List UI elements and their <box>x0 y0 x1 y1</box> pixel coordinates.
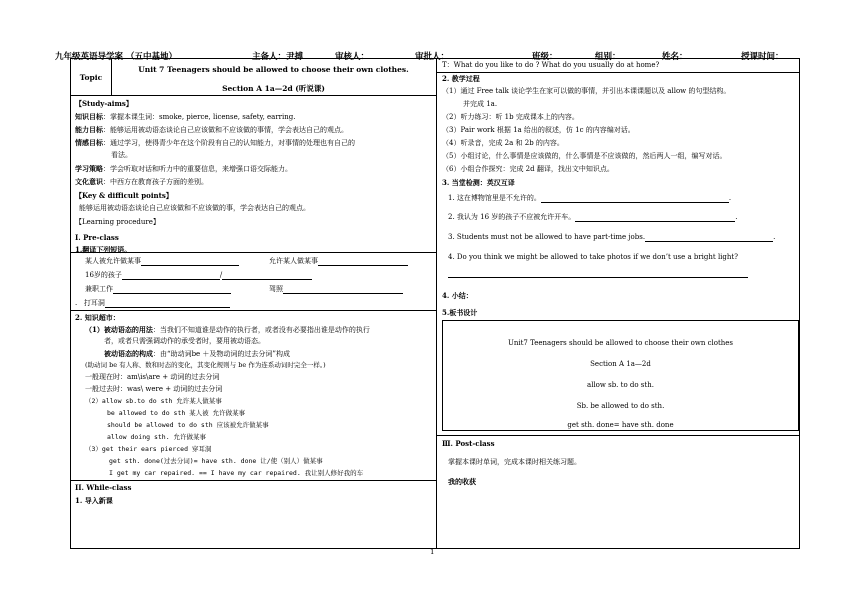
divider <box>437 72 799 73</box>
phrase-row-1: 某人被允许做某事 <box>85 257 239 266</box>
passive-form: 被动语态的构成：由“助动词be ＋及物动词的过去分词”构成 <box>104 349 291 358</box>
phrase-row-3b: 驾照 <box>269 285 403 294</box>
passive-usage-cont: 者，或者只需强调动作的承受者时，要用被动语态。 <box>104 337 265 345</box>
passive-usage: （1）被动语态的用法：当我们不知道谁是动作的执行者，或者没有必要指出谁是动作的执行 <box>85 325 370 334</box>
right-column <box>437 59 799 548</box>
aims-heading: 【Study-aims】 <box>75 99 133 108</box>
check-title: 3. 当堂检测：英汉互译 <box>442 178 515 187</box>
topic-line-2: Section A 1a—2d (听说课) <box>222 84 325 93</box>
process-step-5: （5）小组讨论，什么事情是应该做的，什么事情是不应该做的，然后两人一组，编写对话。 <box>442 152 727 160</box>
check-item-2: 2. 我认为 16 岁的孩子不应被允许开车。 . <box>448 213 738 221</box>
phrase-row-3: 兼职工作 <box>85 285 231 294</box>
left-column <box>71 59 437 548</box>
aims-emotion-cont: 看法。 <box>111 151 132 159</box>
process-step-4: （4）听录音，完成 2a 和 2b 的内容。 <box>442 139 564 147</box>
allow-b: should be allowed to do sth 应该被允许做某事 <box>107 421 269 429</box>
pierce-b: I get my car repaired. == I have my car repaired. 我让别人修好我的车 <box>109 469 364 477</box>
header-group: 组别： <box>595 52 621 62</box>
pre-class-heading: I. Pre-class <box>75 233 119 242</box>
check-item-4: 4. Do you think we might be allowed to take photos if we don’t use a bright light? <box>448 253 738 261</box>
board-design-box <box>442 320 799 431</box>
divider <box>437 435 799 436</box>
aims-knowledge: 知识目标：掌握本课生词：smoke, pierce, license, safety, earring. <box>75 112 296 121</box>
passive-past: 一般过去时：was\ were + 动词的过去分词 <box>85 385 223 393</box>
header-title: 九年级英语导学案 （五中基地） <box>55 52 177 62</box>
knowledge-market-title: 2. 知识超市： <box>75 313 120 322</box>
while-class-heading: II. While-class <box>75 483 132 492</box>
topic-title <box>111 59 436 95</box>
process-step-3: （3）Pair work 根据 1a 给出的叙述，仿 1c 的内容编对话。 <box>442 126 635 134</box>
check-item-4-answer <box>448 269 748 278</box>
allow-title: （2）allow sb.to do sth 允许某人做某事 <box>85 397 222 405</box>
topic-line-1: Unit 7 Teenagers should be allowed to choose their own clothes. <box>138 65 409 74</box>
process-step-1: （1）通过 Free talk 谈论学生在家可以做的事情，并引出本课课题以及 allow 的句型结构。 <box>442 87 731 95</box>
topic-row <box>71 59 436 96</box>
aims-emotion: 情感目标：通过学习，使得青少年在这个阶段有自己的认知能力，对事情的处理也有自己的 <box>75 138 355 147</box>
check-item-3: 3. Students must not be allowed to have part-time jobs. . <box>448 233 776 241</box>
header-approver: 审批人： <box>415 52 450 62</box>
process-step-1b: 并完成 1a. <box>463 100 498 108</box>
board-line-3: allow sb. to do sth. <box>587 381 654 389</box>
header-class: 班级： <box>532 52 558 62</box>
aims-culture: 文化意识：中西方在教育孩子方面的差别。 <box>75 177 208 186</box>
board-line-1: Unit7 Teenagers should be allowed to choose their own clothes <box>507 339 734 347</box>
header-preparer: 主备人：尹搏 <box>252 52 304 62</box>
worksheet-table <box>70 58 800 549</box>
allow-c: allow doing sth. 允许做某事 <box>107 433 207 441</box>
phrase-row-1b: 允许某人做某事 <box>269 257 408 266</box>
header-time: 授课时间： <box>741 52 784 62</box>
passive-note: (助动词 be 有人称、数和时态的变化，其变化规则与 be 作为连系动词时完全一样。) <box>85 361 326 369</box>
pierce-a: get sth. done(过去分词)= have sth. done 让/使（别人）做某事 <box>109 457 323 465</box>
process-step-2: （2）听力练习：听 1b 完成课本上的内容。 <box>442 113 579 121</box>
harvest-title: 我的收获 <box>448 477 476 486</box>
teacher-question: T：What do you like to do ? What do you usually do at home? <box>442 61 660 69</box>
divider <box>71 480 436 481</box>
board-line-5: get sth. done= have sth. done <box>567 421 674 429</box>
divider <box>71 310 436 311</box>
board-line-4: Sb. be allowed to do sth. <box>576 402 665 410</box>
phrase-row-4: . 打耳洞 <box>75 299 230 308</box>
post-class-text: 掌握本课时单词，完成本课时相关练习题。 <box>448 458 581 466</box>
procedure-heading: 【Learning procedure】 <box>75 218 160 226</box>
key-points-heading: 【Key & difficult points】 <box>75 191 173 200</box>
board-line-2: Section A 1a—2d <box>590 360 651 368</box>
page-number: 1 <box>430 548 435 556</box>
header-reviewer: 审核人： <box>335 52 370 62</box>
process-title: 2. 教学过程 <box>442 74 480 83</box>
key-points-text: 能够运用被动语态谈论自己应该做和不应该做的事，学会表达自己的观点。 <box>79 204 310 212</box>
passive-present: 一般现在时：am\is\are + 动词的过去分词 <box>85 373 220 381</box>
aims-ability: 能力目标：能够运用被动语态谈论自己应该做和不应该做的事情，学会表达自己的观点。 <box>75 125 348 134</box>
process-step-6: （6）小组合作探究：完成 2d 翻译，找出文中知识点。 <box>442 165 614 173</box>
board-title: 5.板书设计 <box>442 308 478 317</box>
phrase-row-2: 16岁的孩子 / <box>85 271 312 280</box>
study-aims-section <box>71 96 436 253</box>
aims-strategy: 学习策略：学会听取对话和听力中的重要信息，来增强口语交际能力。 <box>75 164 292 173</box>
intro-title: 1. 导入新课 <box>75 496 113 505</box>
summary-title: 4. 小结： <box>442 291 473 300</box>
check-item-1: 1. 这在博物馆里是不允许的。 . <box>448 194 732 202</box>
topic-label: Topic <box>71 59 112 95</box>
phrases-title: 1.翻译下列短语。 <box>75 245 132 254</box>
header-name: 姓名： <box>662 52 688 62</box>
pierce-title: （3）get their ears pierced 穿耳洞 <box>85 445 212 453</box>
post-class-heading: Ⅲ. Post-class <box>442 439 495 448</box>
allow-a: be allowed to do sth 某人被 允许做某事 <box>107 409 246 417</box>
